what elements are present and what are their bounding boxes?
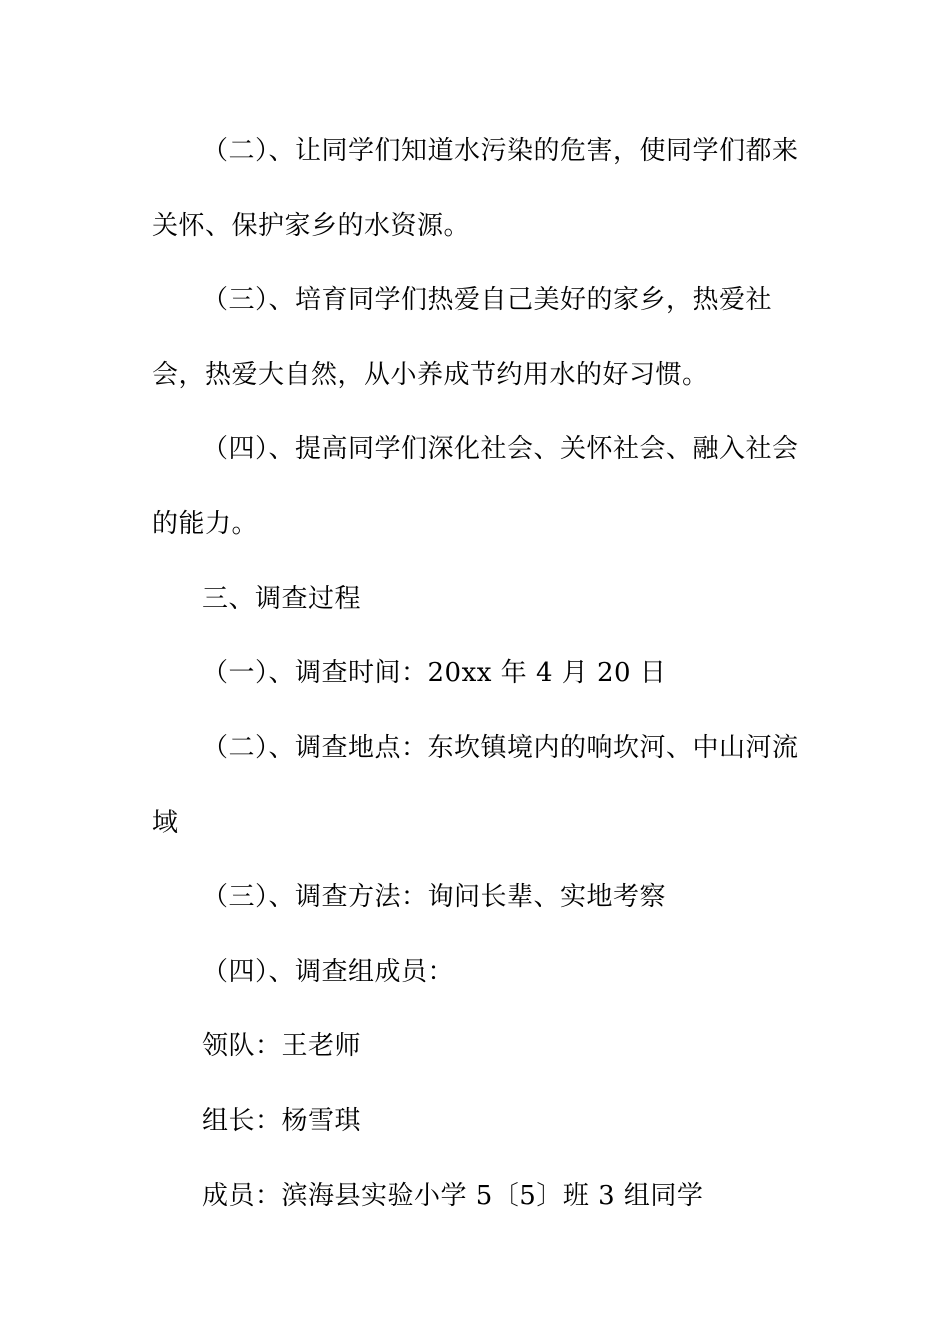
paragraph-goal-4-line-1: （四）、提高同学们深化社会、关怀社会、融入社会 <box>202 434 799 464</box>
survey-time: （一）、调查时间：20xx 年 4 月 20 日 <box>202 658 667 688</box>
team-leader: 领队：王老师 <box>202 1031 362 1061</box>
group-leader: 组长：杨雪琪 <box>202 1106 362 1136</box>
paragraph-goal-3-line-1: （三）、培育同学们热爱自己美好的家乡，热爱社 <box>202 285 773 315</box>
survey-location-line-2: 域 <box>152 808 179 838</box>
paragraph-goal-4-line-2: 的能力。 <box>152 509 259 539</box>
section-heading-process: 三、调查过程 <box>202 584 362 614</box>
paragraph-goal-3-line-2: 会，热爱大自然，从小养成节约用水的好习惯。 <box>152 360 709 390</box>
paragraph-goal-2-line-2: 关怀、保护家乡的水资源。 <box>152 211 471 241</box>
survey-method: （三）、调查方法：询问长辈、实地考察 <box>202 882 667 912</box>
survey-team-heading: （四）、调查组成员： <box>202 957 455 987</box>
team-members: 成员：滨海县实验小学 5〔5〕班 3 组同学 <box>202 1181 704 1211</box>
survey-location-line-1: （二）、调查地点：东坎镇境内的响坎河、中山河流 <box>202 733 799 763</box>
paragraph-goal-2-line-1: （二）、让同学们知道水污染的危害，使同学们都来 <box>202 136 799 166</box>
